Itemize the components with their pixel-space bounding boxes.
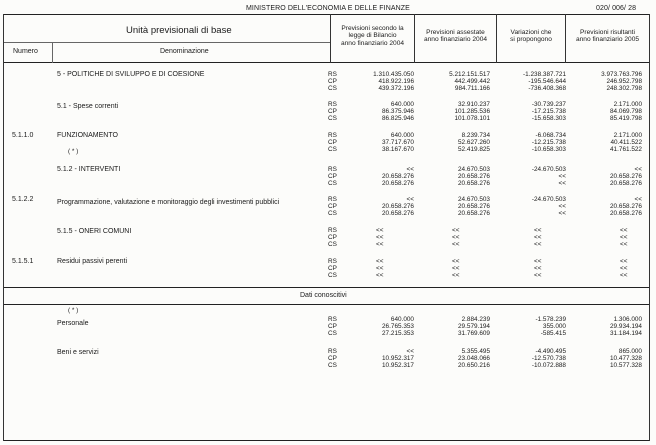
- row-numero: 5.1.5.1: [12, 258, 34, 265]
- table-bottom-border: [3, 440, 650, 441]
- header-bottom-border: [3, 62, 650, 63]
- row-label: FUNZIONAMENTO: [57, 132, 118, 139]
- cell-previsioni-assestate: 24.670.503 20.658.276 20.658.276: [458, 166, 490, 188]
- col-header-previsioni-assestate: Previsioni assestate anno finanziario 2004: [423, 29, 488, 44]
- cell-variazioni: << << <<: [534, 227, 542, 249]
- cell-variazioni: -6.068.734 -12.215.738 -10.658.303: [531, 132, 566, 154]
- row-label: Beni e servizi: [57, 349, 99, 356]
- col-header-previsioni-risultanti: Previsioni risultanti anno finanziario 2005: [575, 29, 640, 44]
- cell-variazioni: -1.578.239 355.000 -585.415: [535, 316, 566, 338]
- row-types: RS CP CS: [328, 348, 337, 370]
- table-right-border: [649, 14, 650, 441]
- section-title: Dati conoscitivi: [300, 292, 347, 299]
- cell-previsioni-risultanti: 2.171.000 84.069.798 85.419.798: [610, 101, 642, 123]
- row-types: RS CP CS: [328, 101, 337, 123]
- row-label: Residui passivi perenti: [57, 258, 128, 265]
- row-numero: 5.1.2.2: [12, 196, 34, 203]
- row-types: RS CP CS: [328, 166, 337, 188]
- row-numero: 5.1.1.0: [12, 132, 34, 139]
- cell-previsioni-risultanti: << << <<: [620, 227, 628, 249]
- cell-previsioni-assestate: 2.884.239 29.579.194 31.769.609: [458, 316, 490, 338]
- cell-previsioni-risultanti: 865.000 10.477.328 10.577.328: [610, 348, 642, 370]
- col-header-variazioni: Variazioni che si propongono: [510, 29, 552, 44]
- table-title: Unità previsionali di base: [126, 25, 232, 36]
- cell-previsioni-assestate: 32.910.237 101.285.536 101.078.101: [454, 101, 490, 123]
- row-types: RS CP CS: [328, 71, 337, 93]
- cell-previsioni-assestate: 5.212.151.517 442.499.442 984.711.166: [449, 71, 490, 93]
- row-label: 5.1 - Spese correnti: [57, 103, 119, 110]
- cell-previsioni-legge: 1.310.435.050 418.922.196 439.372.196: [373, 71, 414, 93]
- cell-previsioni-risultanti: 3.973.763.796 246.952.798 248.302.798: [601, 71, 642, 93]
- cell-previsioni-legge: << << <<: [376, 227, 384, 249]
- table-top-border: [3, 14, 650, 15]
- row-note-marker: ( * ): [68, 148, 79, 155]
- cell-previsioni-risultanti: << 20.658.276 20.658.276: [610, 196, 642, 218]
- cell-variazioni: -30.739.237 -17.215.738 -15.658.303: [531, 101, 566, 123]
- ministry-header: MINISTERO DELL'ECONOMIA E DELLE FINANZE: [246, 5, 410, 12]
- cell-previsioni-legge: << << <<: [376, 258, 384, 280]
- cell-previsioni-risultanti: 1.306.000 29.934.194 31.184.194: [610, 316, 642, 338]
- cell-variazioni: -24.670.503 << <<: [531, 196, 566, 218]
- cell-variazioni: -4.490.495 -12.570.738 -10.072.888: [531, 348, 566, 370]
- numero-divider: [52, 42, 53, 63]
- page-code: 020/ 006/ 28: [596, 5, 637, 12]
- cell-previsioni-assestate: 5.355.495 23.048.066 20.650.216: [458, 348, 490, 370]
- cell-variazioni: << << <<: [534, 258, 542, 280]
- section-bottom-border: [3, 304, 650, 305]
- row-types: RS CP CS: [328, 316, 337, 338]
- cell-previsioni-assestate: << << <<: [452, 227, 460, 249]
- row-label: Personale: [57, 320, 89, 327]
- cell-previsioni-risultanti: << 20.658.276 20.658.276: [610, 166, 642, 188]
- row-label: 5.1.2 - INTERVENTI: [57, 166, 121, 173]
- cell-previsioni-assestate: 8.239.734 52.627.260 52.419.825: [458, 132, 490, 154]
- cell-previsioni-legge: << 20.658.276 20.658.276: [382, 166, 414, 188]
- row-label: 5 - POLITICHE DI SVILUPPO E DI COESIONE: [57, 71, 205, 78]
- col-header-previsioni-legge: Previsioni secondo la legge di Bilancio anno finanziario 2004: [340, 25, 405, 47]
- cell-variazioni: -1.238.387.721 -195.546.644 -736.408.368: [523, 71, 566, 93]
- section-note-marker: ( * ): [68, 307, 79, 314]
- cell-previsioni-legge: 640.000 37.717.670 38.167.670: [382, 132, 414, 154]
- table-left-border: [3, 14, 4, 441]
- cell-previsioni-risultanti: 2.171.000 40.411.522 41.761.522: [610, 132, 642, 154]
- col-header-denominazione: Denominazione: [160, 48, 209, 55]
- cell-variazioni: -24.670.503 << <<: [531, 166, 566, 188]
- row-types: RS CP CS: [328, 132, 337, 154]
- col-header-numero: Numero: [13, 48, 38, 55]
- cell-previsioni-legge: 640.000 86.375.946 86.825.946: [382, 101, 414, 123]
- row-types: RS CP CS: [328, 258, 337, 280]
- cell-previsioni-legge: 640.000 26.765.353 27.215.353: [382, 316, 414, 338]
- cell-previsioni-assestate: 24.670.503 20.658.276 20.658.276: [458, 196, 490, 218]
- cell-previsioni-legge: << 10.952.317 10.952.317: [382, 348, 414, 370]
- cell-previsioni-legge: << 20.658.276 20.658.276: [382, 196, 414, 218]
- cell-previsioni-risultanti: << << <<: [620, 258, 628, 280]
- row-label: 5.1.5 - ONERI COMUNI: [57, 228, 132, 235]
- cell-previsioni-assestate: << << <<: [452, 258, 460, 280]
- row-types: RS CP CS: [328, 196, 337, 218]
- section-top-border: [3, 287, 650, 288]
- row-types: RS CP CS: [328, 227, 337, 249]
- row-label: Programmazione, valutazione e monitoraggio degli investimenti pubblici: [57, 199, 280, 206]
